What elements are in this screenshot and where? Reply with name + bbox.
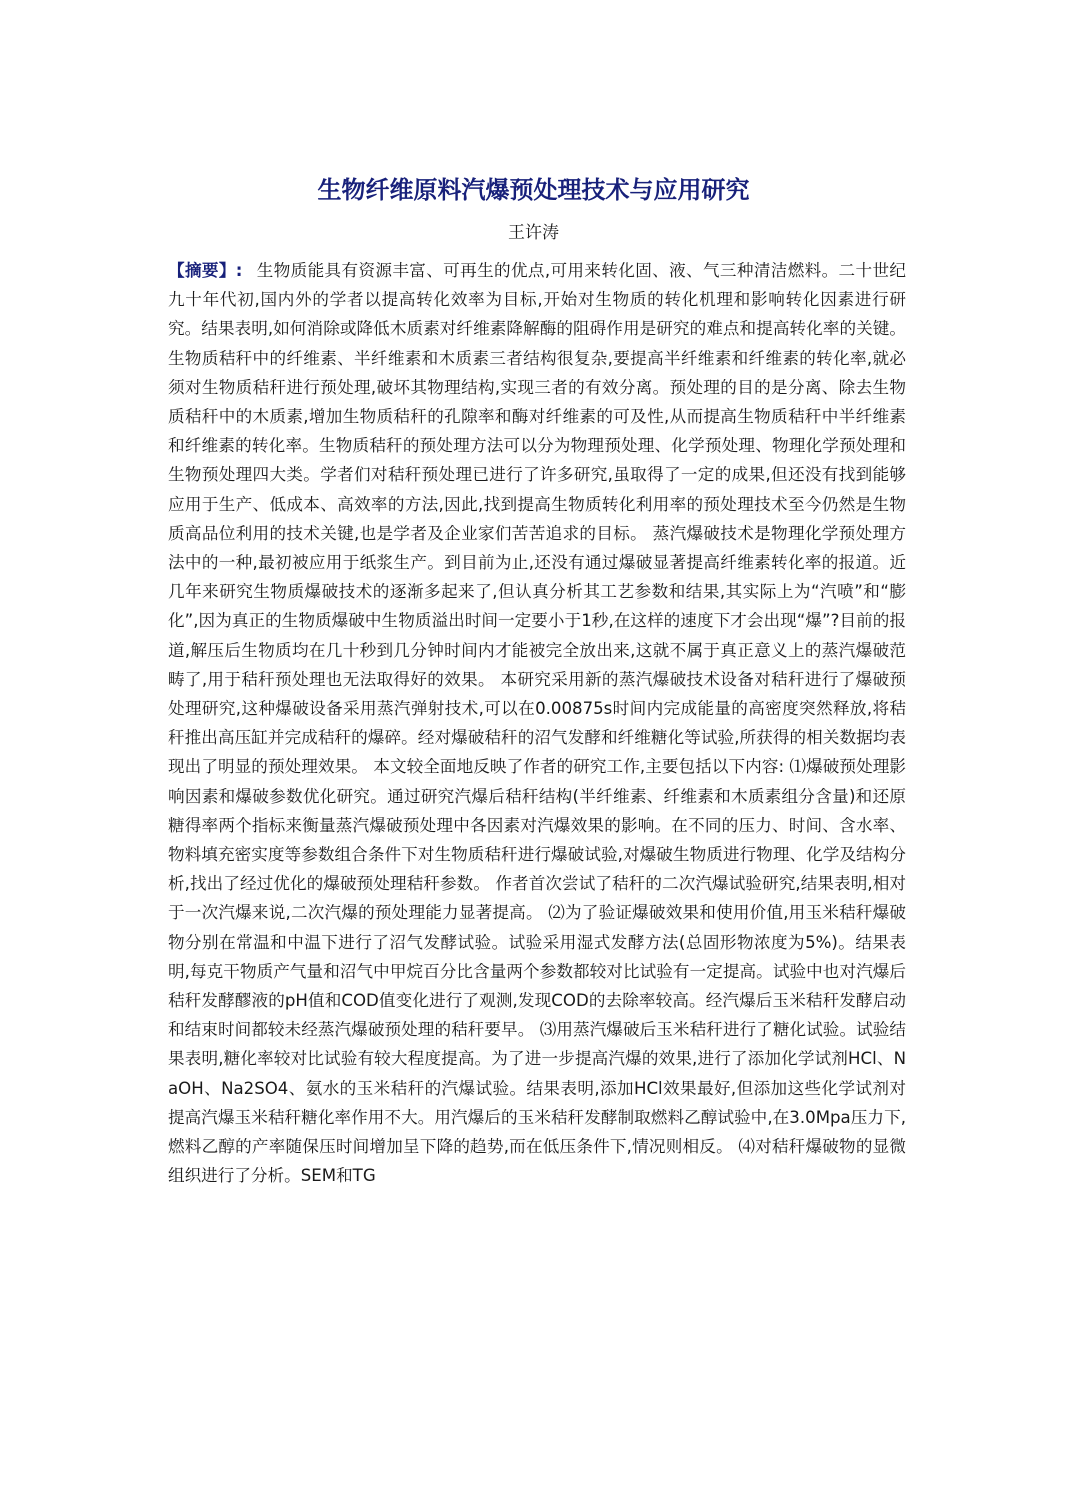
abstract-paragraph [168, 256, 906, 1191]
paper-title: 生物纤维原料汽爆预处理技术与应用研究 [317, 175, 750, 204]
abstract-label: 【摘要】: [168, 261, 243, 280]
abstract-text: 生物质能具有资源丰富、可再生的优点,可用来转化固、液、气三种清洁燃料。二十世纪九十年代初,国内外的学者以提高转化效率为目标,开始对生物质的转化机理和影响转化因素进行研究。结果表明,如何消除或降低木质素对纤维素降解酶的阻碍作用是研究的难点和提高转化率的关键。 生物质秸秆中的纤维素、半纤维素和木质素三者结构很复杂,要提高半纤维素和纤维素的转化率,就必须对生物质秸秆进行预处理,破坏其物理结构,实现三者的有效分离。预处理的目的是分离、除去生物质秸秆中的木质素,增加生物质秸秆的孔隙率和酶对纤维素的可及性,从而提高生物质秸秆中半纤维素和纤维素的转化率。生物质秸秆的预处理方法可以分为物理预处理、化学预处理、物理化学预处理和生物预处理四大类。学者们对秸秆预处理已进行了许多研究,虽取得了一定的成果,但还没有找到能够应用于生产、低成本、高效率的方法,因此,找到提高生物质转化利用率的预处理技术至今仍然是生物质高品位利用的技术关键,也是学者及企业家们苦苦追求的目标。 蒸汽爆破技术是物理化学预处理方法中的一种,最初被应用于纸浆生产。到目前为止,还没有通过爆破显著提高纤维素转化率的报道。近几年来研究生物质爆破技术的逐渐多起来了,但认真分析其工艺参数和结果,其实际上为“汽喷”和“膨化”,因为真正的生物质爆破中生物质溢出时间一定要小于1秒,在这样的速度下才会出现“爆”?目前的报道,解压后生物质均在几十秒到几分钟时间内才能被完全放出来,这就不属于真正意义上的蒸汽爆破范畴了,用于秸秆预处理也无法取得好的效果。 本研究采用新的蒸汽爆破技术设备对秸秆进行了爆破预处理研究,这种爆破设备采用蒸汽弹射技术,可以在0.00875s时间内完成能量的高密度突然释放,将秸秆推出高压缸并完成秸秆的爆碎。经对爆破秸秆的沼气发酵和纤维糖化等试验,所获得的相关数据均表现出了明显的预处理效果。 本文较全面地反映了作者的研究工作,主要包括以下内容: ⑴爆破预处理影响因素和爆破参数优化研究。通过研究汽爆后秸秆结构(半纤维素、纤维素和木质素组分含量)和还原糖得率两个指标来衡量蒸汽爆破预处理中各因素对汽爆效果的影响。在不同的压力、时间、含水率、物料填充密实度等参数组合条件下对生物质秸秆进行爆破试验,对爆破生物质进行物理、化学及结构分析,找出了经过优化的爆破预处理秸秆参数。 作者首次尝试了秸秆的二次汽爆试验研究,结果表明,相对于一次汽爆来说,二次汽爆的预处理能力显著提高。 ⑵为了验证爆破效果和使用价值,用玉米秸秆爆破物分别在常温和中温下进行了沼气发酵试验。试验采用湿式发酵方法(总固形物浓度为5%)。结果表明,每克干物质产气量和沼气中甲烷百分比含量两个参数都较对比试验有一定提高。试验中也对汽爆后秸秆发酵醪液的pH值和COD值变化进行了观测,发现COD的去除率较高。经汽爆后玉米秸秆发酵启动和结束时间都较未经蒸汽爆破预处理的秸秆要早。 ⑶用蒸汽爆破后玉米秸秆进行了糖化试验。试验结果表明,糖化率较对比试验有较大程度提高。为了进一步提高汽爆的效果,进行了添加化学试剂HCl、NaOH、Na2SO4、氨水的玉米秸秆的汽爆试验。结果表明,添加HCl效果最好,但添加这些化学试剂对提高汽爆玉米秸秆糖化率作用不大。用汽爆后的玉米秸秆发酵制取燃料乙醇试验中,在3.0Mpa压力下,燃料乙醇的产率随保压时间增加呈下降的趋势,而在低压条件下,情况则相反。 ⑷对秸秆爆破物的显微组织进行了分析。SEM和TG [168, 261, 906, 1186]
paper-author: 王许涛 [508, 223, 559, 243]
